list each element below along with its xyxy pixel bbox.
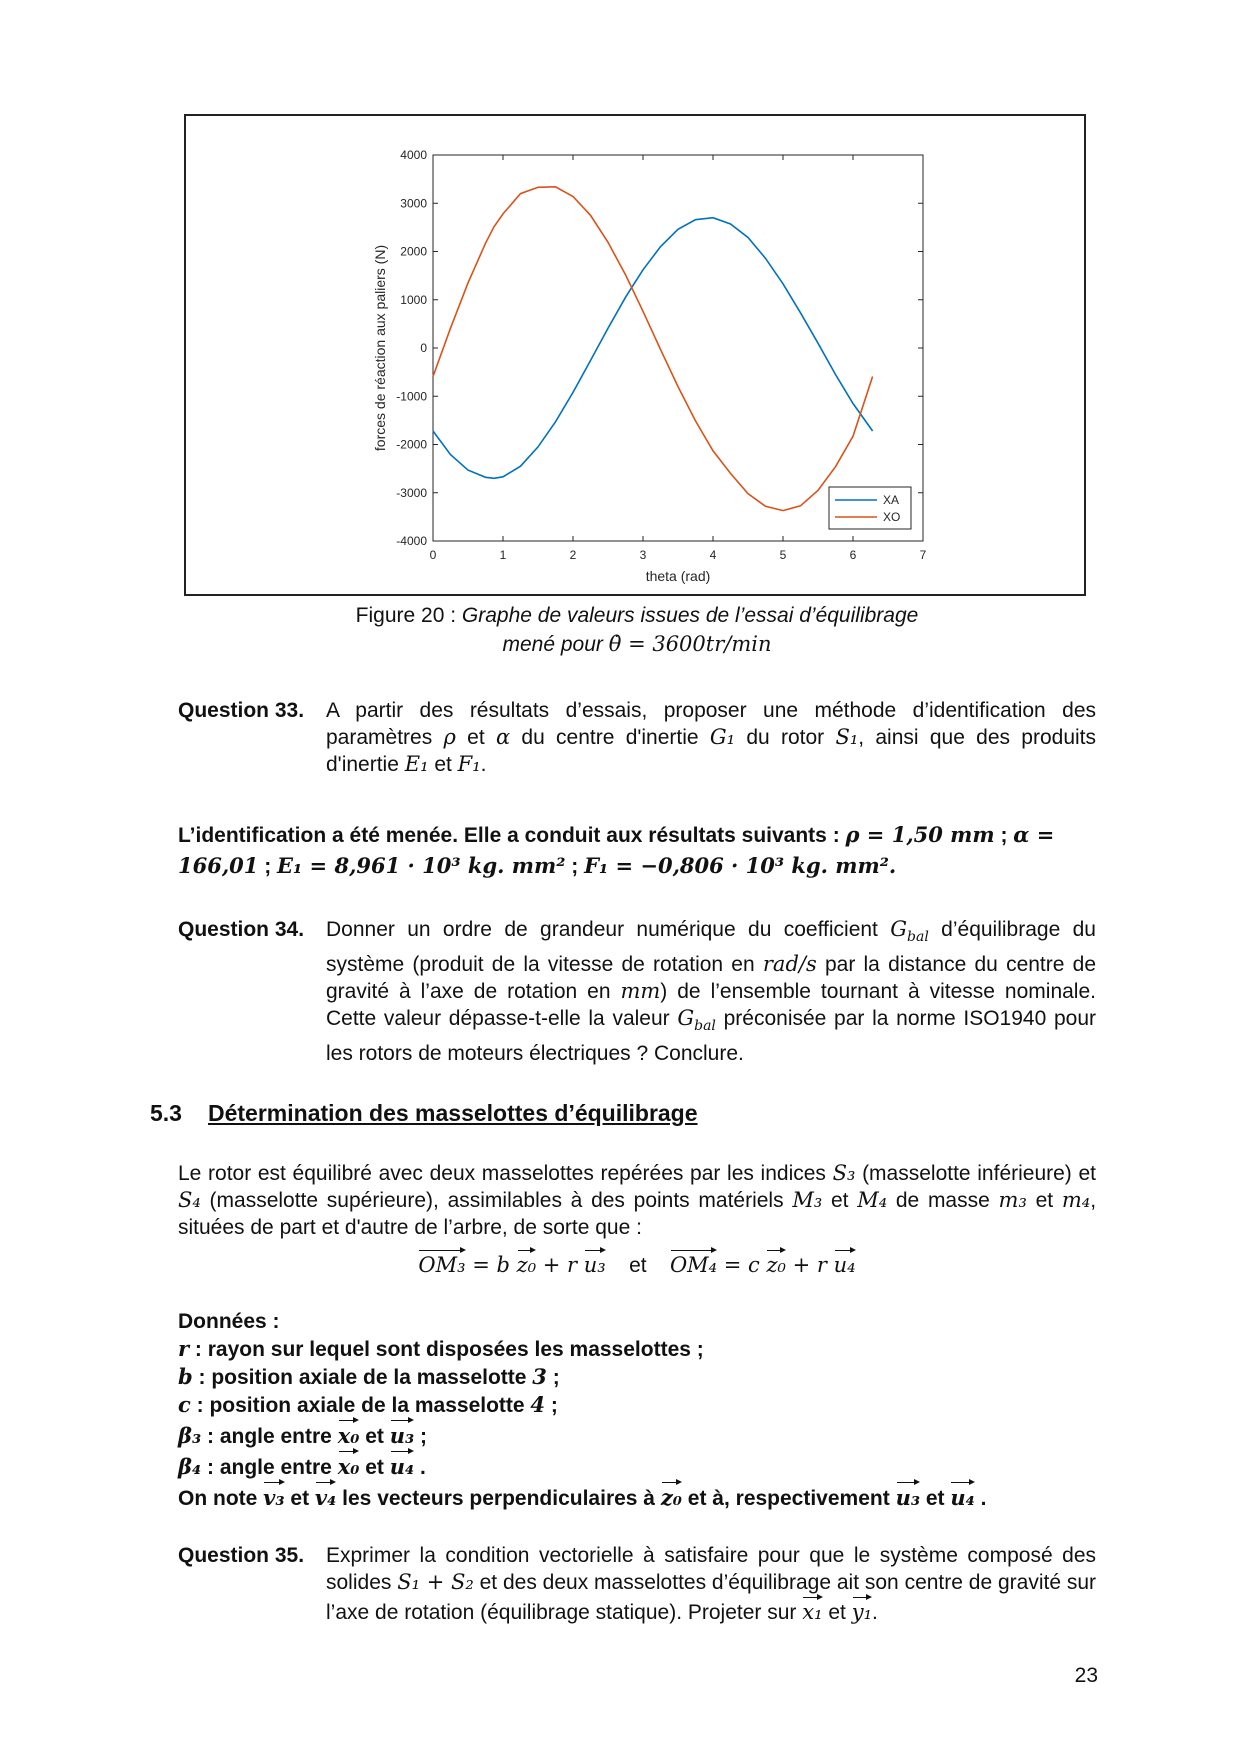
y-tick-label: -1000 <box>396 389 427 404</box>
y-tick-label: -2000 <box>396 437 427 452</box>
page-number: 23 <box>1074 1664 1098 1687</box>
y-axis-label: forces de réaction aux paliers (N) <box>372 244 388 452</box>
position-equations: OM₃ = b z₀ + r u₃ et OM₄ = c z₀ + r u₄ <box>178 1249 1096 1279</box>
caption-line2-text: mené pour <box>502 633 603 656</box>
q34-text: Donner un ordre de grandeur numérique du coefficient $G_{bal}$ d’équilibrage du système (produit de la vitesse de rotation en rad/s par la distance du centre de gravité à l’axe de rotation en mm) de l’ensemble tournant à vitesse nominale. Cette valeur dépasse-t-elle la valeur $G_{bal}$ préconisée par la norme ISO1940 pour les rotors de moteurs électriques ? Conclure. <box>326 917 1096 1066</box>
caption-line1: Graphe de valeurs issues de l’essai d’équilibrage <box>461 604 919 627</box>
x-tick-label: 6 <box>849 548 857 562</box>
plot-area <box>433 155 923 541</box>
q34-label: Question 34. <box>178 918 305 941</box>
q35-label: Question 35. <box>178 1544 305 1567</box>
x-tick-label: 3 <box>639 548 647 562</box>
section-heading <box>150 1100 698 1127</box>
section-number: 5.3 <box>150 1100 182 1126</box>
donnees-title: Données : <box>178 1310 280 1333</box>
legend-label-xo: XO <box>883 510 901 524</box>
x-tick-label: 1 <box>499 548 507 562</box>
donnees-line-b: b : position axiale de la masselotte 3 ; <box>178 1364 560 1389</box>
identification-results: L’identification a été menée. Elle a conduit aux résultats suivants : ρ = 1,50 mm ; α = 166,01 ; E₁ = 8,961 · 10³ kg. mm² ; F₁ = −0,806 · 10³ kg. mm². <box>178 822 1055 878</box>
y-tick-label: 0 <box>420 341 427 355</box>
y-tick-label: 4000 <box>400 148 427 162</box>
donnees-line-c: c : position axiale de la masselotte 4 ; <box>178 1392 558 1417</box>
y-tick-label: -3000 <box>396 485 427 500</box>
caption-prefix: Figure 20 : <box>355 604 462 627</box>
q33-label: Question 33. <box>178 699 305 722</box>
x-tick-label: 5 <box>779 548 787 562</box>
q33-text: A partir des résultats d’essais, proposer une méthode d’identification des paramètres ρ et α du centre d'inertie G₁ du rotor S₁, ainsi que des produits d'inertie E₁ et F₁. <box>326 699 1097 776</box>
q35-text: Exprimer la condition vectorielle à satisfaire pour que le système composé des solides S₁ + S₂ et des deux masselottes d’équilibrage ait son centre de gravité sur l’axe de rotation (équilibrage statique). Projeter sur x₁ et y₁. <box>326 1544 1097 1624</box>
force-chart <box>184 114 1086 596</box>
y-tick-label: -4000 <box>396 534 427 548</box>
intro-paragraph: Le rotor est équilibré avec deux masselottes repérées par les indices S₃ (masselotte inférieure) et S₄ (masselotte supérieure), assimilables à des points matériels M₃ et M₄ de masse m₃ et m₄, situées de part et d'autre de l’arbre, de sorte que : <box>178 1161 1097 1239</box>
x-tick-label: 0 <box>429 548 437 562</box>
x-tick-label: 2 <box>569 548 577 562</box>
donnees-block <box>178 1308 1096 1512</box>
legend-label-xa: XA <box>883 493 900 507</box>
y-tick-label: 3000 <box>400 196 427 211</box>
donnees-line-r: r : rayon sur lequel sont disposées les masselottes ; <box>178 1336 704 1361</box>
x-tick-label: 4 <box>709 548 717 562</box>
y-tick-label: 1000 <box>400 292 427 307</box>
donnees-line-beta4: β₄ : angle entre x₀ et u₄ . <box>178 1450 1096 1481</box>
x-axis-label: theta (rad) <box>645 568 711 584</box>
figure-caption <box>184 601 1090 659</box>
y-tick-label: 2000 <box>400 244 427 259</box>
section-title: Détermination des masselottes d’équilibrage <box>208 1100 698 1126</box>
donnees-line-vectors: On note v₃ et v₄ les vecteurs perpendiculaires à z₀ et à, respectivement u₃ et u₄ . <box>178 1481 1096 1512</box>
x-tick-label: 7 <box>919 548 927 562</box>
donnees-line-beta3: β₃ : angle entre x₀ et u₃ ; <box>178 1419 1096 1450</box>
caption-line2-math: θ̇ = 3600tr/min <box>608 632 772 656</box>
